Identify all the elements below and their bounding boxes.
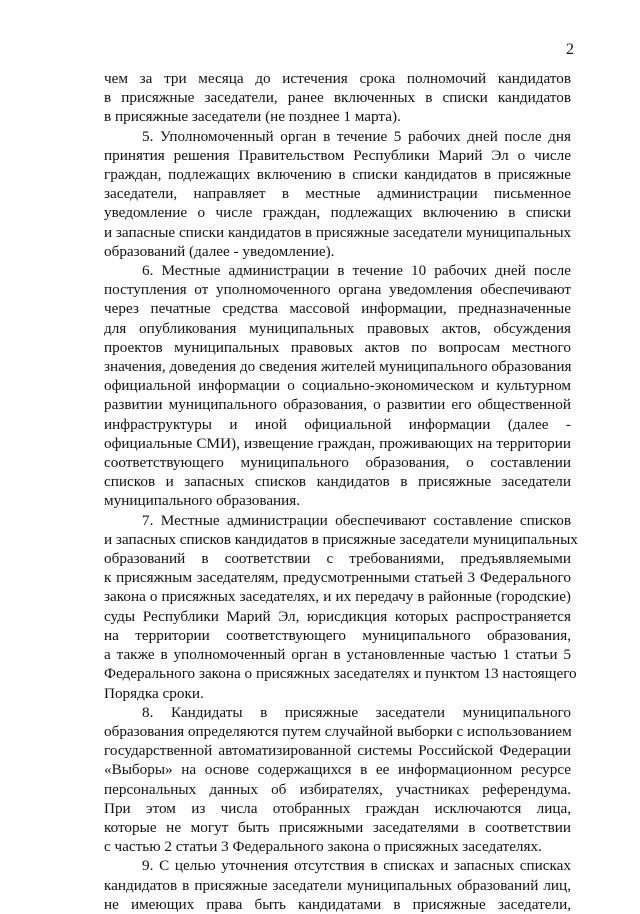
text-line: значения, доведения до сведения жителей муниципального образования — [104, 358, 572, 376]
paragraph-item-7 — [104, 511, 578, 703]
text-line: принятия решения Правительством Республики Марий Эл о числе — [104, 146, 571, 164]
text-line: соответствующего муниципального образования, о составлении — [104, 454, 571, 472]
text-line: не имеющих права быть кандидатами в присяжные заседатели, — [104, 895, 571, 913]
paragraph-item-5 — [104, 127, 571, 261]
text-line: 7. Местные администрации обеспечивают составление списков — [142, 511, 571, 529]
paragraph-item-8 — [104, 703, 571, 857]
text-line: «Выборы» на основе содержащихся в ее информационном ресурсе — [104, 761, 571, 779]
text-line: закона о присяжных заседателях, и их передачу в районные (городские) — [104, 588, 571, 606]
text-line: Федерального закона о присяжных заседателях и пунктом 13 настоящего — [104, 665, 577, 683]
text-line: 9. С целью уточнения отсутствия в списках и запасных списках — [142, 857, 571, 875]
text-line: для опубликования муниципальных правовых актов, обсуждения — [104, 319, 571, 337]
text-line: заседатели, направляет в местные администрации письменное — [104, 185, 571, 203]
text-line: 6. Местные администрации в течение 10 рабочих дней после — [142, 262, 571, 280]
text-line: в присяжные заседатели, ранее включенных в списки кандидатов — [104, 89, 571, 107]
text-line: образований в соответствии с требованиями, предъявляемыми — [104, 550, 571, 568]
page-number: 2 — [566, 41, 574, 58]
paragraph-item-6 — [104, 261, 571, 511]
text-line: которые не могут быть присяжными заседателями в соответствии — [104, 818, 571, 836]
text-line: образования определяются путем случайной выборки с использованием — [104, 722, 572, 740]
text-line: и запасных списков кандидатов в присяжные заседатели муниципальных — [104, 530, 578, 548]
text-line: проектов муниципальных правовых актов по вопросам местного — [104, 338, 571, 356]
text-line: чем за три месяца до истечения срока полномочий кандидатов — [104, 70, 571, 87]
text-line: При этом из числа отобранных граждан исключаются лица, — [104, 799, 571, 817]
text-line: 8. Кандидаты в присяжные заседатели муниципального — [142, 703, 571, 721]
text-line: официальные СМИ), извещение граждан, проживающих на территории — [104, 434, 571, 452]
text-line: в присяжные заседатели (не позднее 1 марта). — [104, 108, 401, 126]
text-line: образований (далее - уведомление). — [104, 242, 335, 260]
text-line: инфраструктуры и иной официальной информации (далее - — [104, 415, 571, 433]
text-line: с частью 2 статьи 3 Федерального закона о присяжных заседателях. — [104, 838, 542, 856]
text-line: к присяжным заседателям, предусмотренными статьей 3 Федерального — [104, 569, 571, 587]
text-line: суды Республики Марий Эл, юрисдикция которых распространяется — [104, 607, 571, 625]
text-line: уведомление о числе граждан, подлежащих включению в списки — [104, 204, 571, 222]
text-line: государственной автоматизированной системы Российской Федерации — [104, 742, 571, 760]
text-line: персональных данных об избирателях, участниках референдума. — [104, 780, 571, 798]
document-body — [104, 69, 578, 914]
paragraph-item-9 — [104, 856, 571, 914]
text-line: через печатные средства массовой информации, предназначенные — [104, 300, 571, 318]
text-line: Порядка сроки. — [104, 684, 204, 702]
text-line: кандидатов в присяжные заседатели муниципальных образований лиц, — [104, 876, 571, 894]
text-line: граждан, подлежащих включению в списки кандидатов в присяжные — [104, 166, 571, 184]
text-line: списков и запасных списков кандидатов в присяжные заседатели — [104, 473, 571, 491]
text-line: на территории соответствующего муниципального образования, — [104, 626, 571, 644]
text-line: развитии муниципального образования, о развитии его общественной — [104, 396, 571, 414]
text-line: а также в уполномоченный орган в установленные частью 1 статьи 5 — [104, 646, 571, 664]
text-line: и запасные списки кандидатов в присяжные заседатели муниципальных — [104, 223, 572, 241]
text-line: муниципального образования. — [104, 492, 301, 510]
text-line: 5. Уполномоченный орган в течение 5 рабочих дней после дня — [142, 127, 571, 145]
text-line: поступления от уполномоченного органа уведомления обеспечивают — [104, 281, 571, 299]
text-line: официальной информации о социально-экономическом и культурном — [104, 377, 571, 395]
paragraph-continuation — [104, 69, 571, 127]
